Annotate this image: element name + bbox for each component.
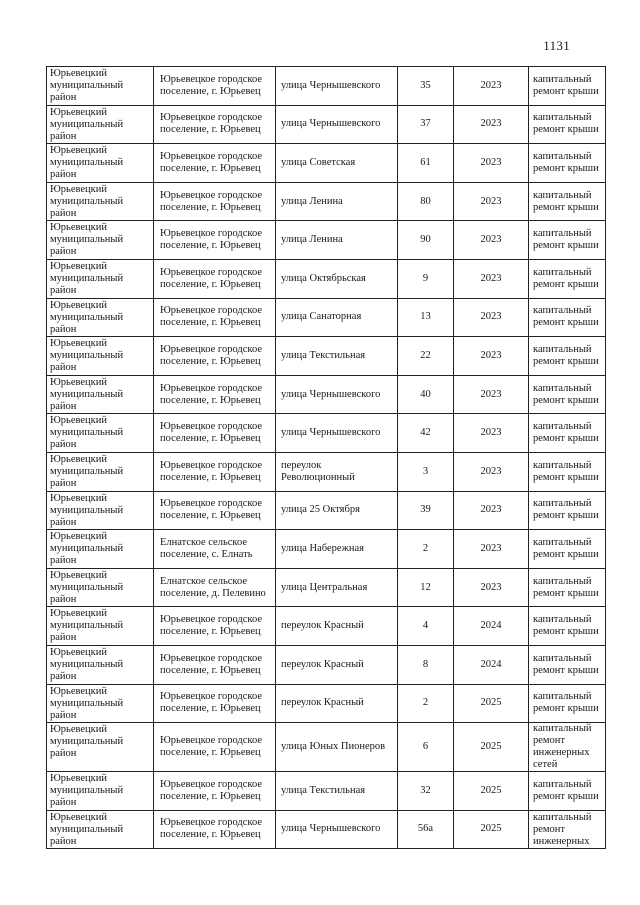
district-cell: Юрьевецкий муниципальный район: [47, 607, 154, 646]
year-cell: 2023: [454, 105, 529, 144]
street-cell: улица Чернышевского: [276, 414, 398, 453]
district-cell: Юрьевецкий муниципальный район: [47, 530, 154, 569]
table-row: [47, 144, 606, 183]
settlement-cell: Юрьевецкое городское поселение, г. Юрьевец: [154, 684, 276, 723]
table-row: [47, 723, 606, 772]
district-cell: Юрьевецкий муниципальный район: [47, 221, 154, 260]
house-number-cell: 12: [398, 568, 454, 607]
year-cell: 2023: [454, 182, 529, 221]
settlement-cell: Юрьевецкое городское поселение, г. Юрьевец: [154, 182, 276, 221]
table-row: [47, 221, 606, 260]
settlement-cell: Юрьевецкое городское поселение, г. Юрьевец: [154, 491, 276, 530]
settlement-cell: Юрьевецкое городское поселение, г. Юрьевец: [154, 298, 276, 337]
year-cell: 2025: [454, 772, 529, 811]
house-number-cell: 80: [398, 182, 454, 221]
work-type-cell: капитальный ремонт крыши: [529, 772, 606, 811]
work-type-cell: капитальный ремонт крыши: [529, 259, 606, 298]
street-cell: переулок Красный: [276, 684, 398, 723]
work-type-cell: капитальный ремонт крыши: [529, 452, 606, 491]
work-type-cell: капитальный ремонт крыши: [529, 298, 606, 337]
district-cell: Юрьевецкий муниципальный район: [47, 259, 154, 298]
district-cell: Юрьевецкий муниципальный район: [47, 772, 154, 811]
district-cell: Юрьевецкий муниципальный район: [47, 491, 154, 530]
year-cell: 2024: [454, 607, 529, 646]
house-number-cell: 42: [398, 414, 454, 453]
work-type-cell: капитальный ремонт крыши: [529, 221, 606, 260]
table-row: [47, 607, 606, 646]
work-type-cell: капитальный ремонт крыши: [529, 607, 606, 646]
street-cell: переулок Революционный: [276, 452, 398, 491]
work-type-cell: капитальный ремонт крыши: [529, 568, 606, 607]
table-row: [47, 105, 606, 144]
work-type-cell: капитальный ремонт крыши: [529, 414, 606, 453]
settlement-cell: Юрьевецкое городское поселение, г. Юрьевец: [154, 723, 276, 772]
housing-repair-table: [46, 66, 606, 849]
table-row: [47, 810, 606, 848]
table-body: [47, 67, 606, 849]
house-number-cell: 90: [398, 221, 454, 260]
house-number-cell: 8: [398, 645, 454, 684]
table-row: [47, 772, 606, 811]
house-number-cell: 39: [398, 491, 454, 530]
street-cell: улица Ленина: [276, 182, 398, 221]
settlement-cell: Юрьевецкое городское поселение, г. Юрьевец: [154, 607, 276, 646]
street-cell: улица Чернышевского: [276, 105, 398, 144]
district-cell: Юрьевецкий муниципальный район: [47, 684, 154, 723]
work-type-cell: капитальный ремонт крыши: [529, 105, 606, 144]
district-cell: Юрьевецкий муниципальный район: [47, 645, 154, 684]
table-row: [47, 337, 606, 376]
house-number-cell: 2: [398, 684, 454, 723]
work-type-cell: капитальный ремонт крыши: [529, 375, 606, 414]
street-cell: улица Октябрьская: [276, 259, 398, 298]
settlement-cell: Елнатское сельское поселение, с. Елнать: [154, 530, 276, 569]
street-cell: переулок Красный: [276, 607, 398, 646]
table-row: [47, 491, 606, 530]
settlement-cell: Юрьевецкое городское поселение, г. Юрьевец: [154, 221, 276, 260]
work-type-cell: капитальный ремонт инженерных: [529, 810, 606, 848]
work-type-cell: капитальный ремонт крыши: [529, 337, 606, 376]
table-row: [47, 530, 606, 569]
settlement-cell: Юрьевецкое городское поселение, г. Юрьевец: [154, 810, 276, 848]
district-cell: Юрьевецкий муниципальный район: [47, 452, 154, 491]
work-type-cell: капитальный ремонт крыши: [529, 67, 606, 106]
district-cell: Юрьевецкий муниципальный район: [47, 568, 154, 607]
table-row: [47, 182, 606, 221]
house-number-cell: 6: [398, 723, 454, 772]
street-cell: улица Центральная: [276, 568, 398, 607]
table-row: [47, 67, 606, 106]
year-cell: 2025: [454, 684, 529, 723]
street-cell: улица Ленина: [276, 221, 398, 260]
table-row: [47, 298, 606, 337]
house-number-cell: 40: [398, 375, 454, 414]
table-row: [47, 568, 606, 607]
district-cell: Юрьевецкий муниципальный район: [47, 810, 154, 848]
table-row: [47, 375, 606, 414]
table-row: [47, 259, 606, 298]
work-type-cell: капитальный ремонт крыши: [529, 530, 606, 569]
work-type-cell: капитальный ремонт крыши: [529, 684, 606, 723]
house-number-cell: 9: [398, 259, 454, 298]
street-cell: улица Текстильная: [276, 772, 398, 811]
table-row: [47, 452, 606, 491]
street-cell: переулок Красный: [276, 645, 398, 684]
house-number-cell: 61: [398, 144, 454, 183]
settlement-cell: Юрьевецкое городское поселение, г. Юрьевец: [154, 414, 276, 453]
settlement-cell: Юрьевецкое городское поселение, г. Юрьевец: [154, 144, 276, 183]
district-cell: Юрьевецкий муниципальный район: [47, 298, 154, 337]
work-type-cell: капитальный ремонт крыши: [529, 645, 606, 684]
table-row: [47, 414, 606, 453]
year-cell: 2023: [454, 67, 529, 106]
year-cell: 2023: [454, 337, 529, 376]
work-type-cell: капитальный ремонт крыши: [529, 144, 606, 183]
settlement-cell: Юрьевецкое городское поселение, г. Юрьевец: [154, 772, 276, 811]
year-cell: 2025: [454, 723, 529, 772]
house-number-cell: 3: [398, 452, 454, 491]
district-cell: Юрьевецкий муниципальный район: [47, 105, 154, 144]
house-number-cell: 4: [398, 607, 454, 646]
street-cell: улица Юных Пионеров: [276, 723, 398, 772]
district-cell: Юрьевецкий муниципальный район: [47, 723, 154, 772]
settlement-cell: Юрьевецкое городское поселение, г. Юрьевец: [154, 259, 276, 298]
year-cell: 2023: [454, 259, 529, 298]
year-cell: 2025: [454, 810, 529, 848]
table-row: [47, 645, 606, 684]
house-number-cell: 32: [398, 772, 454, 811]
district-cell: Юрьевецкий муниципальный район: [47, 414, 154, 453]
street-cell: улица Советская: [276, 144, 398, 183]
house-number-cell: 13: [398, 298, 454, 337]
house-number-cell: 35: [398, 67, 454, 106]
settlement-cell: Юрьевецкое городское поселение, г. Юрьевец: [154, 645, 276, 684]
district-cell: Юрьевецкий муниципальный район: [47, 375, 154, 414]
street-cell: улица Санаторная: [276, 298, 398, 337]
street-cell: улица 25 Октября: [276, 491, 398, 530]
year-cell: 2023: [454, 530, 529, 569]
page-number: 1131: [543, 38, 570, 53]
year-cell: 2024: [454, 645, 529, 684]
settlement-cell: Юрьевецкое городское поселение, г. Юрьевец: [154, 452, 276, 491]
district-cell: Юрьевецкий муниципальный район: [47, 67, 154, 106]
house-number-cell: 37: [398, 105, 454, 144]
house-number-cell: 56а: [398, 810, 454, 848]
district-cell: Юрьевецкий муниципальный район: [47, 182, 154, 221]
year-cell: 2023: [454, 414, 529, 453]
table-row: [47, 684, 606, 723]
year-cell: 2023: [454, 568, 529, 607]
district-cell: Юрьевецкий муниципальный район: [47, 337, 154, 376]
work-type-cell: капитальный ремонт крыши: [529, 491, 606, 530]
year-cell: 2023: [454, 221, 529, 260]
year-cell: 2023: [454, 298, 529, 337]
year-cell: 2023: [454, 452, 529, 491]
street-cell: улица Чернышевского: [276, 810, 398, 848]
settlement-cell: Юрьевецкое городское поселение, г. Юрьевец: [154, 337, 276, 376]
street-cell: улица Чернышевского: [276, 375, 398, 414]
street-cell: улица Текстильная: [276, 337, 398, 376]
work-type-cell: капитальный ремонт крыши: [529, 182, 606, 221]
street-cell: улица Набережная: [276, 530, 398, 569]
house-number-cell: 2: [398, 530, 454, 569]
work-type-cell: капитальный ремонт инженерных сетей: [529, 723, 606, 772]
settlement-cell: Елнатское сельское поселение, д. Пелевино: [154, 568, 276, 607]
settlement-cell: Юрьевецкое городское поселение, г. Юрьевец: [154, 105, 276, 144]
settlement-cell: Юрьевецкое городское поселение, г. Юрьевец: [154, 67, 276, 106]
settlement-cell: Юрьевецкое городское поселение, г. Юрьевец: [154, 375, 276, 414]
district-cell: Юрьевецкий муниципальный район: [47, 144, 154, 183]
street-cell: улица Чернышевского: [276, 67, 398, 106]
year-cell: 2023: [454, 491, 529, 530]
house-number-cell: 22: [398, 337, 454, 376]
year-cell: 2023: [454, 375, 529, 414]
year-cell: 2023: [454, 144, 529, 183]
